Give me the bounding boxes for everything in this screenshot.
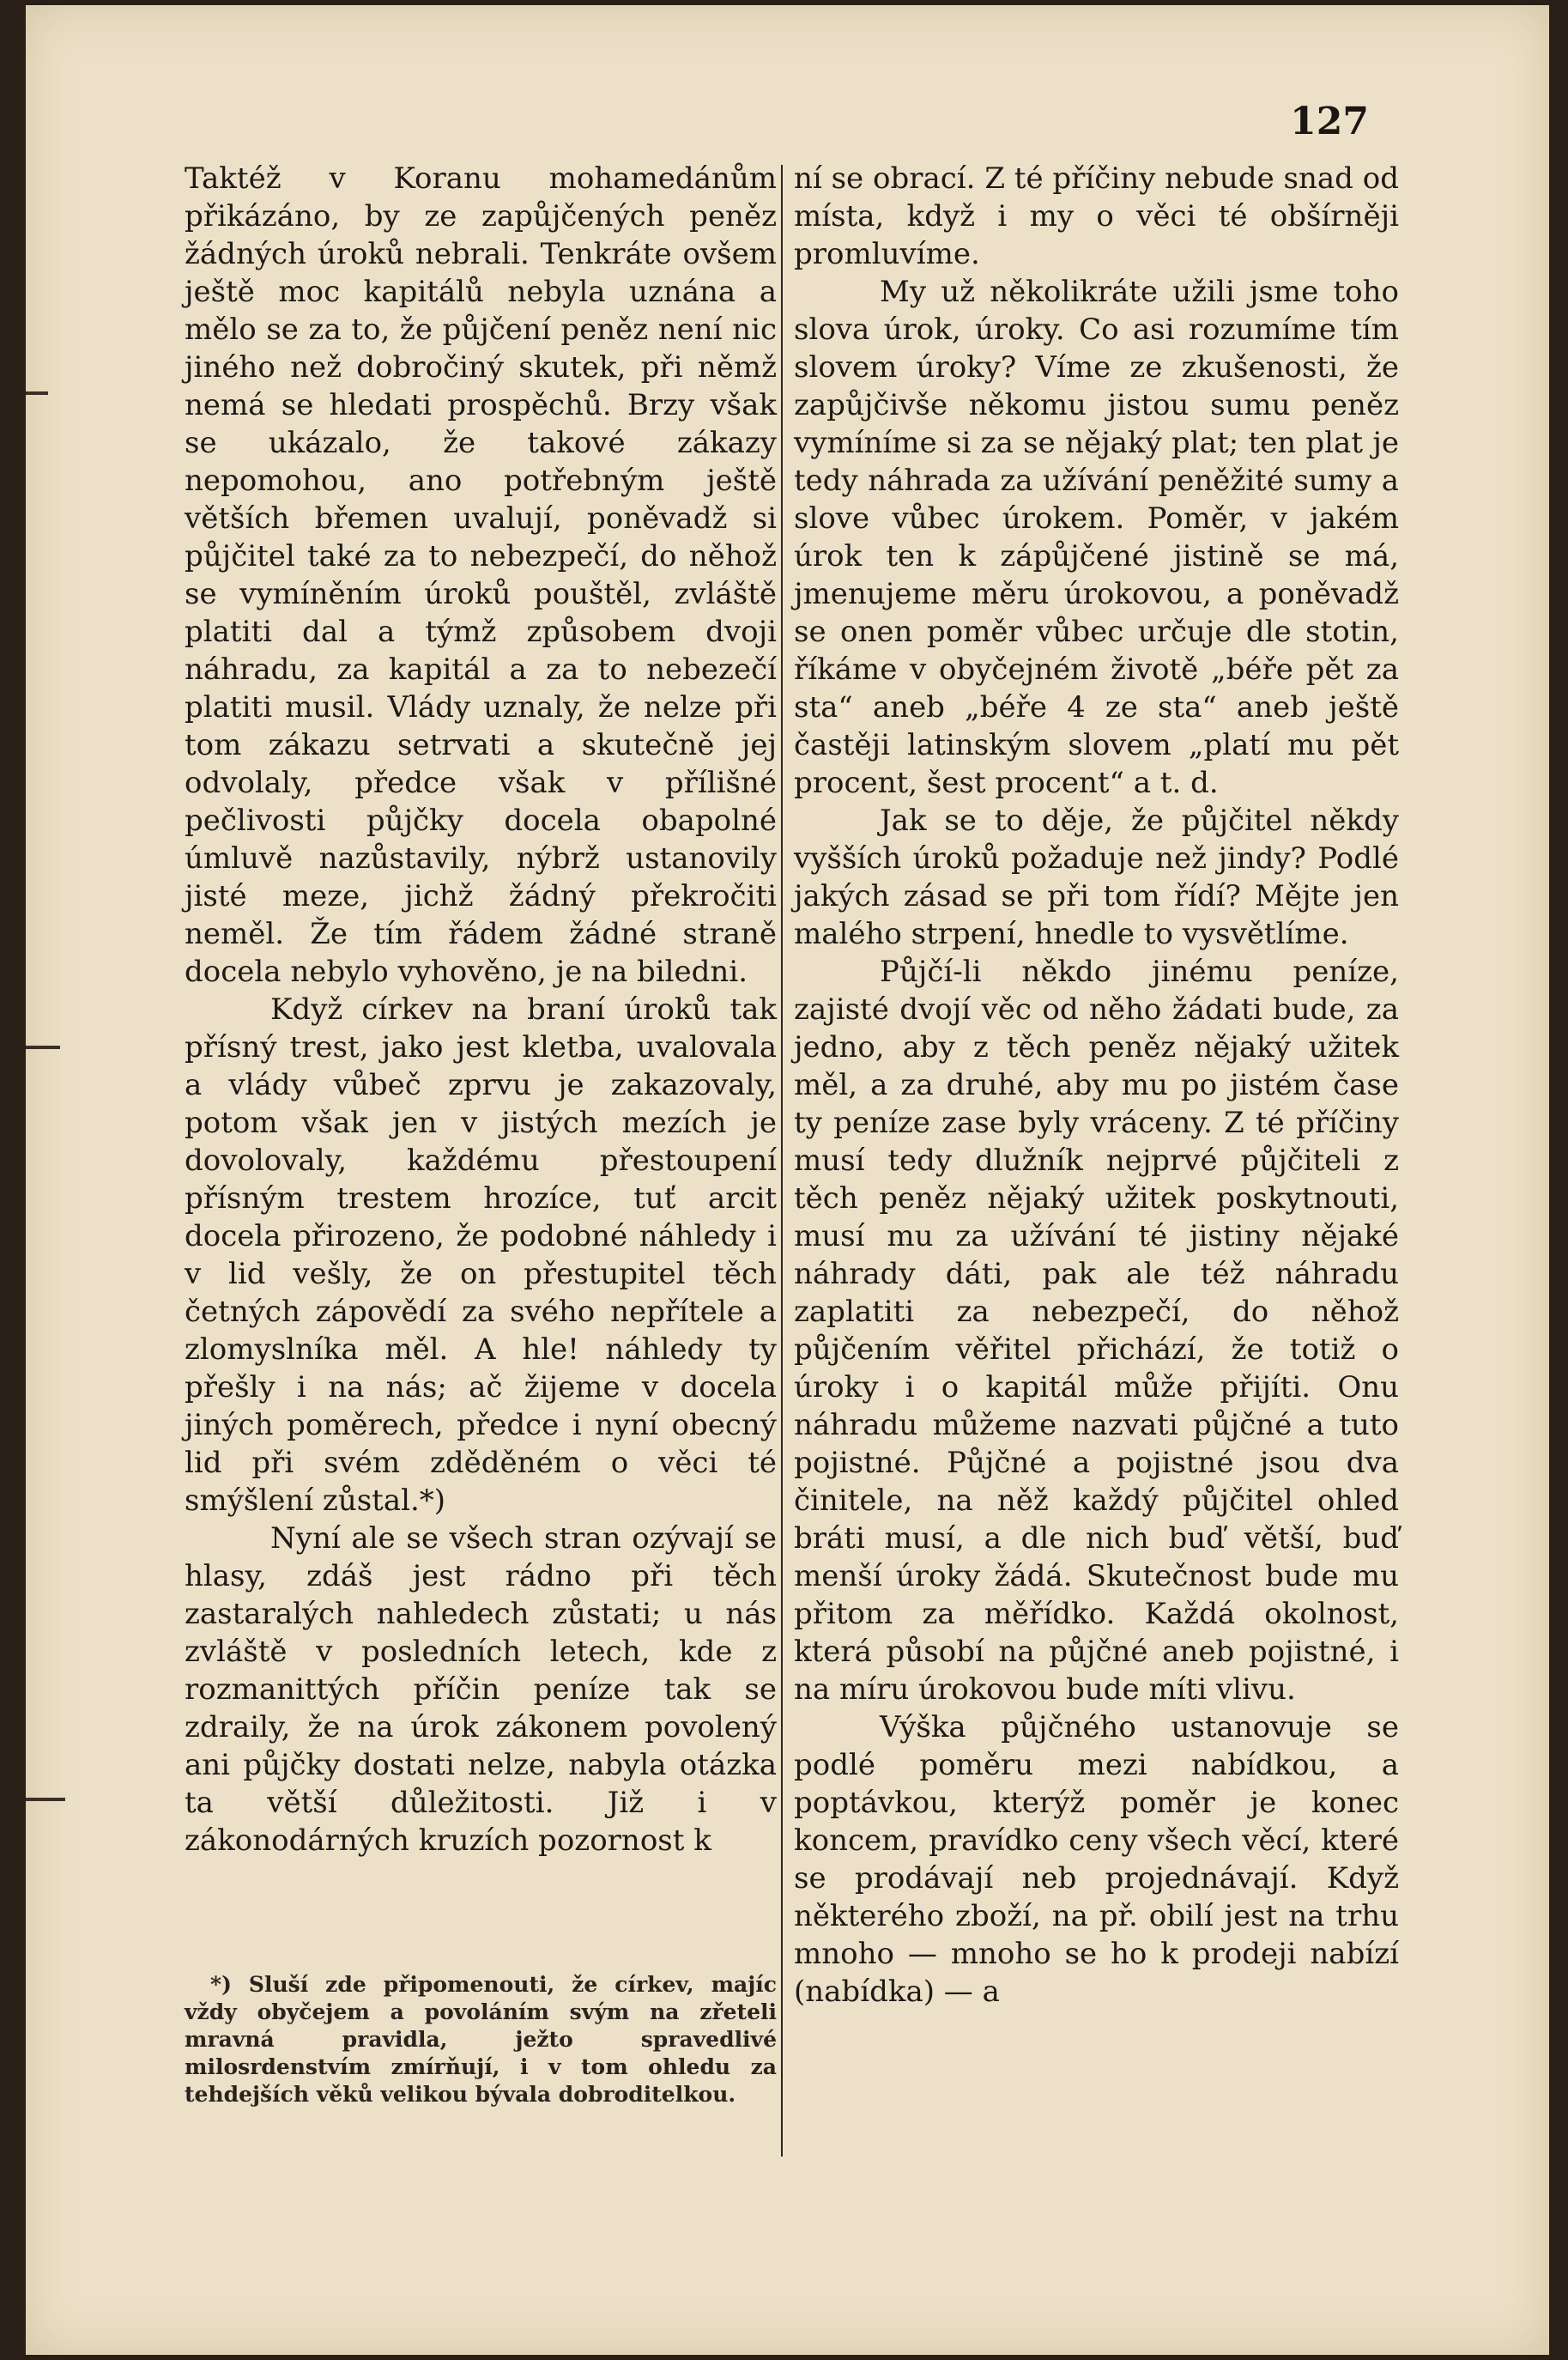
paragraph: ní se obrací. Z té příčiny nebude snad od místa, když i my o věci té obšírněji promluvíme. [794, 161, 1399, 271]
paragraph: Výška půjčného ustanovuje se podlé poměru mezi nabídkou, a poptávkou, kterýž poměr je konec koncem, pravídko ceny všech věcí, které se prodávají neb projednávají. Když některého zboží, na př. obilí jest na trhu mnoho — mnoho se ho k prodeji nabízí (nabídka) — a [794, 1710, 1399, 2009]
paragraph: Když církev na braní úroků tak přísný trest, jako jest kletba, uvalovala a vlády vůbeč zprvu je zakazovaly, potom však jen v jistých mezích je dovolovaly, každému přestoupení přísným trestem hrozíce, tuť arcit docela přirozeno, že podobné náhledy i v lid vešly, že on přestupitel těch četných zápovědí za svého nepřítele a zlomyslníka měl. A hle! náhledy ty přešly i na nás; ač žijeme v docela jiných poměrech, předce i nyní obecný lid při svém zděděném o věci té smýšlení zůstal.*) [185, 992, 777, 1518]
column-divider [781, 165, 783, 2157]
footnote: *) Sluší zde připomenouti, že církev, majíc vždy obyčejem a povoláním svým na zřeteli mravná pravidla, ježto spravedlivé milosrdenstvím zmírňují, i v tom ohledu za tehdejších věků velikou bývala dobroditelkou. [185, 1972, 777, 2107]
paragraph: Jak se to děje, že půjčitel někdy vyšších úroků požaduje než jindy? Podlé jakých zásad se při tom řídí? Mějte jen malého strpení, hnedle to vysvětlíme. [794, 804, 1399, 951]
paragraph: My už několikráte užili jsme toho slova úrok, úroky. Co asi rozumíme tím slovem úroky? Víme ze zkušenosti, že zapůjčivše někomu jistou sumu peněz vymíníme si za se nějaký plat; ten plat je tedy náhrada za užívání peněžité sumy a slove vůbec úrokem. Poměr, v jakém úrok ten k zápůjčené jistině se má, jmenujeme měru úrokovou, a poněvadž se onen poměr vůbec určuje dle stotin, říkáme v obyčejném životě „béře pět za sta“ aneb „béře 4 ze sta“ aneb ještě častěji latinským slovem „platí mu pět procent, šest procent“ a t. d. [794, 275, 1399, 800]
paragraph: Půjčí-li někdo jinému peníze, zajisté dvojí věc od něho žádati bude, za jedno, aby z těch peněz nějaký užitek měl, a za druhé, aby mu po jistém čase ty peníze zase byly vráceny. Z té příčiny musí tedy dlužník nejprvé půjčiteli z těch peněz nějaký užitek poskytnouti, musí mu za užívání té jistiny nějaké náhrady dáti, pak ale též náhradu zaplatiti za nebezpečí, do něhož půjčením věřitel přichází, že totiž o úroky i o kapitál může přijíti. Onu náhradu můžeme nazvati půjčné a tuto pojistné. Půjčné a pojistné jsou dva činitele, na něž každý půjčitel ohled bráti musí, a dle nich buď větší, buď menší úroky žádá. Skutečnost bude mu přitom za měřídko. Každá okolnost, která působí na půjčné aneb pojistné, i na míru úrokovou bude míti vlivu. [794, 955, 1399, 1707]
left-column [185, 160, 777, 1859]
paragraph: Nyní ale se všech stran ozývají se hlasy, zdáš jest rádno při těch zastaralých nahledech zůstati; u nás zvláště v posledních letech, kde z rozmanittých příčin peníze tak se zdraily, že na úrok zákonem povolený ani půjčky dostati nelze, nabyla otázka ta větší důležitosti. Již i v zákonodárných kruzích pozornost k [185, 1521, 777, 1858]
right-column [794, 160, 1399, 2011]
book-page [26, 5, 1549, 2355]
paragraph: Taktéž v Koranu mohamedánům přikázáno, by ze zapůjčených peněz žádných úroků nebrali. Tenkráte ovšem ještě moc kapitálů nebyla uznána a mělo se za to, že půjčení peněz není nic jiného než dobročiný skutek, při němž nemá se hledati prospěchů. Brzy však se ukázalo, že takové zákazy nepomohou, ano potřebným ještě větších břemen uvalují, poněvadž si půjčitel také za to nebezpečí, do něhož se vymíněním úroků pouštěl, zvláště platiti dal a týmž způsobem dvoji náhradu, za kapitál a za to nebezečí platiti musil. Vlády uznaly, že nelze při tom zákazu setrvati a skutečně jej odvolaly, předce však v přílišné pečlivosti půjčky docela obapolné úmluvě nazůstavily, nýbrž ustanovily jisté meze, jichž žádný překročiti neměl. Že tím řádem žádné straně docela nebylo vyhověno, je na biledni. [185, 161, 777, 989]
page-edge-mark [26, 1046, 60, 1049]
page-edge-mark [26, 391, 48, 395]
page-edge-mark [26, 1798, 65, 1801]
page-number: 127 [1290, 100, 1369, 143]
